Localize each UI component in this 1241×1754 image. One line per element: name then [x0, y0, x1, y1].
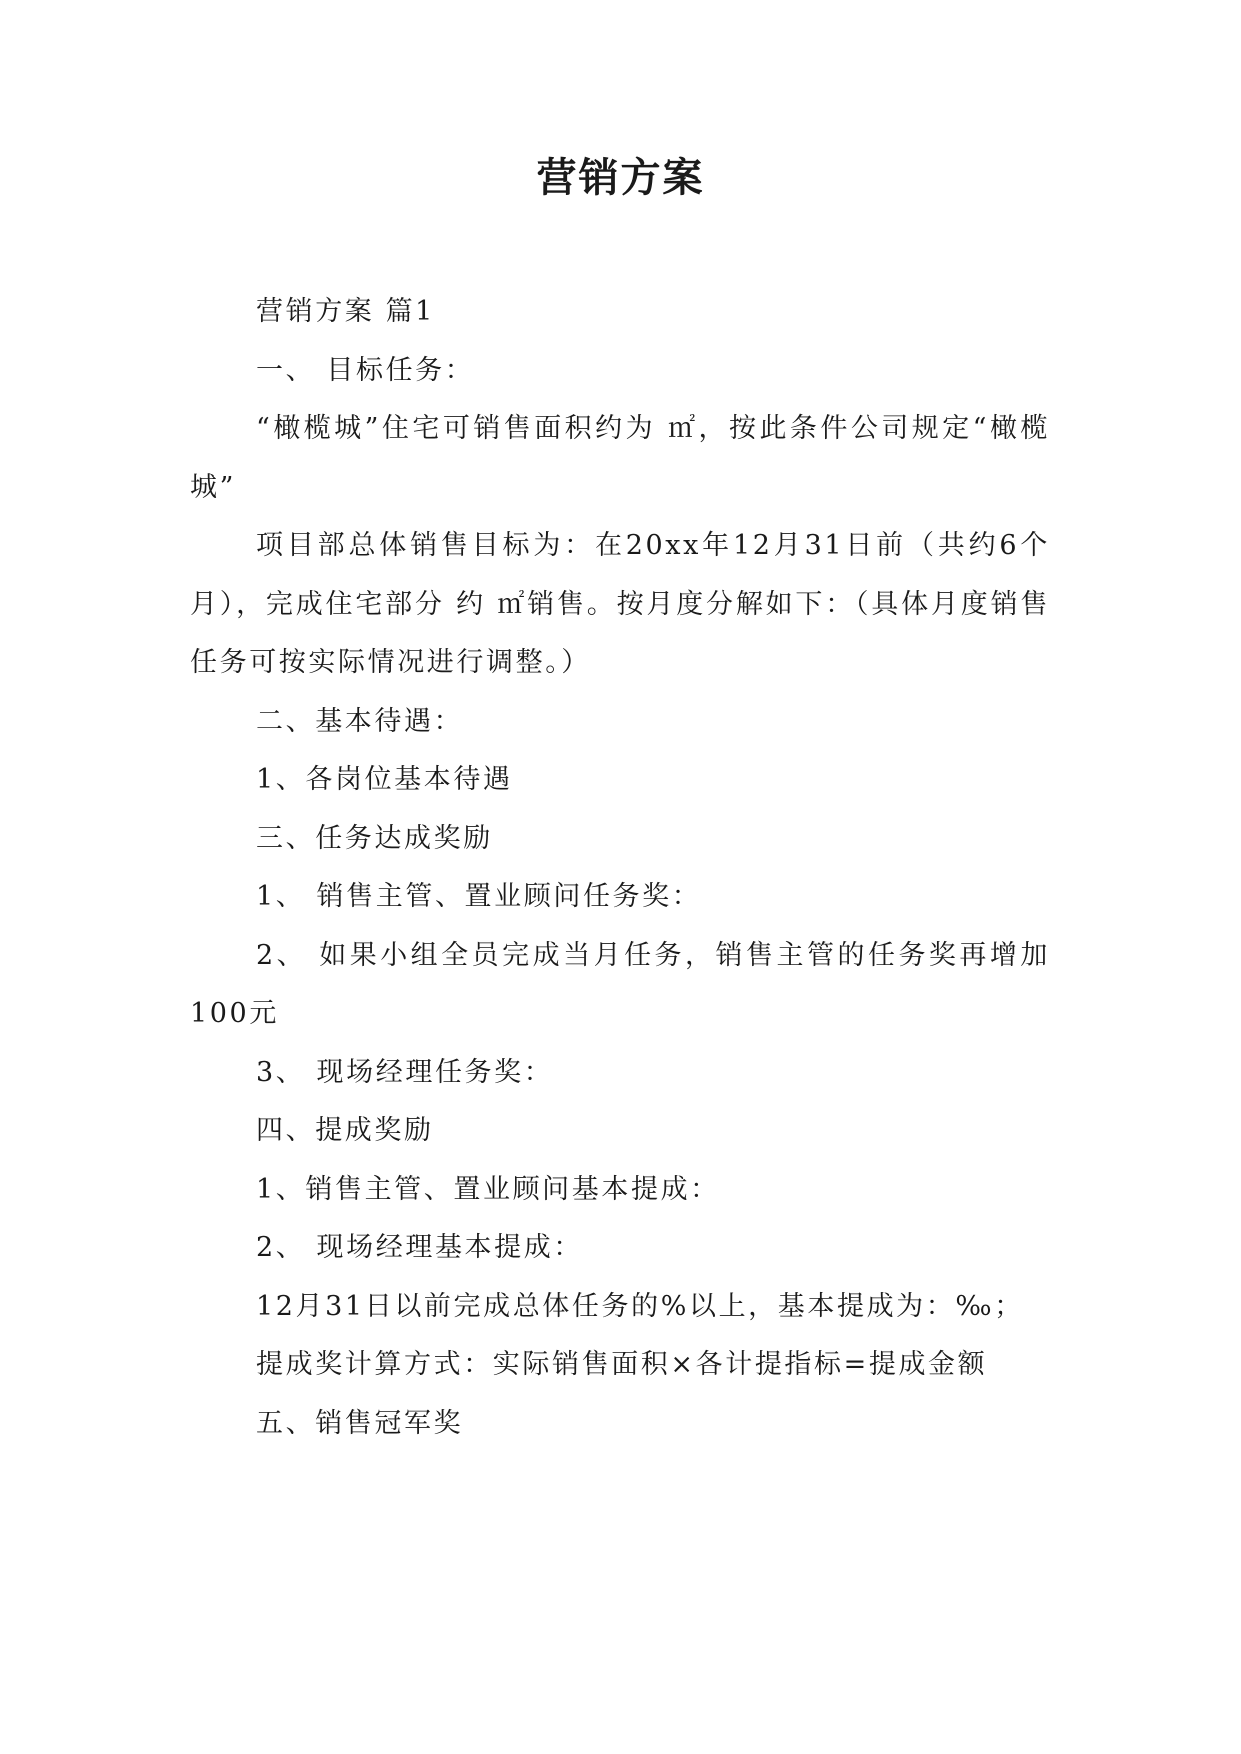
- paragraph: 营销方案 篇1: [256, 296, 435, 327]
- paragraph: 1、 销售主管、置业顾问任务奖：: [256, 881, 702, 912]
- document-title: 营销方案: [536, 155, 705, 201]
- paragraph: 项目部总体销售目标为：在20xx年12月31日前（共约6个月），完成住宅部分 约 ㎡销售。按月度分解如下：（具体月度销售任务可按实际情况进行调整。）: [190, 530, 1050, 678]
- paragraph: 提成奖计算方式：实际销售面积×各计提指标=提成金额: [256, 1349, 988, 1380]
- paragraph: “橄榄城”住宅可销售面积约为 ㎡，按此条件公司规定“橄榄城”: [190, 413, 1050, 503]
- paragraph: 三、任务达成奖励: [256, 822, 493, 854]
- paragraph: 2、 现场经理基本提成：: [256, 1232, 583, 1263]
- paragraph: 一、 目标任务：: [256, 354, 475, 386]
- paragraph: 五、销售冠军奖: [256, 1407, 464, 1439]
- paragraph: 1、各岗位基本待遇: [256, 764, 513, 795]
- paragraph: 四、提成奖励: [256, 1115, 434, 1146]
- document-body: [190, 283, 1050, 1453]
- paragraph: 1、销售主管、置业顾问基本提成：: [256, 1173, 720, 1205]
- paragraph: 二、基本待遇：: [256, 705, 464, 737]
- paragraph: 3、 现场经理任务奖：: [256, 1056, 554, 1088]
- paragraph: 12月31日以前完成总体任务的%以上，基本提成为：‰；: [256, 1290, 1024, 1322]
- paragraph: 2、 如果小组全员完成当月任务，销售主管的任务奖再增加100元: [190, 939, 1050, 1029]
